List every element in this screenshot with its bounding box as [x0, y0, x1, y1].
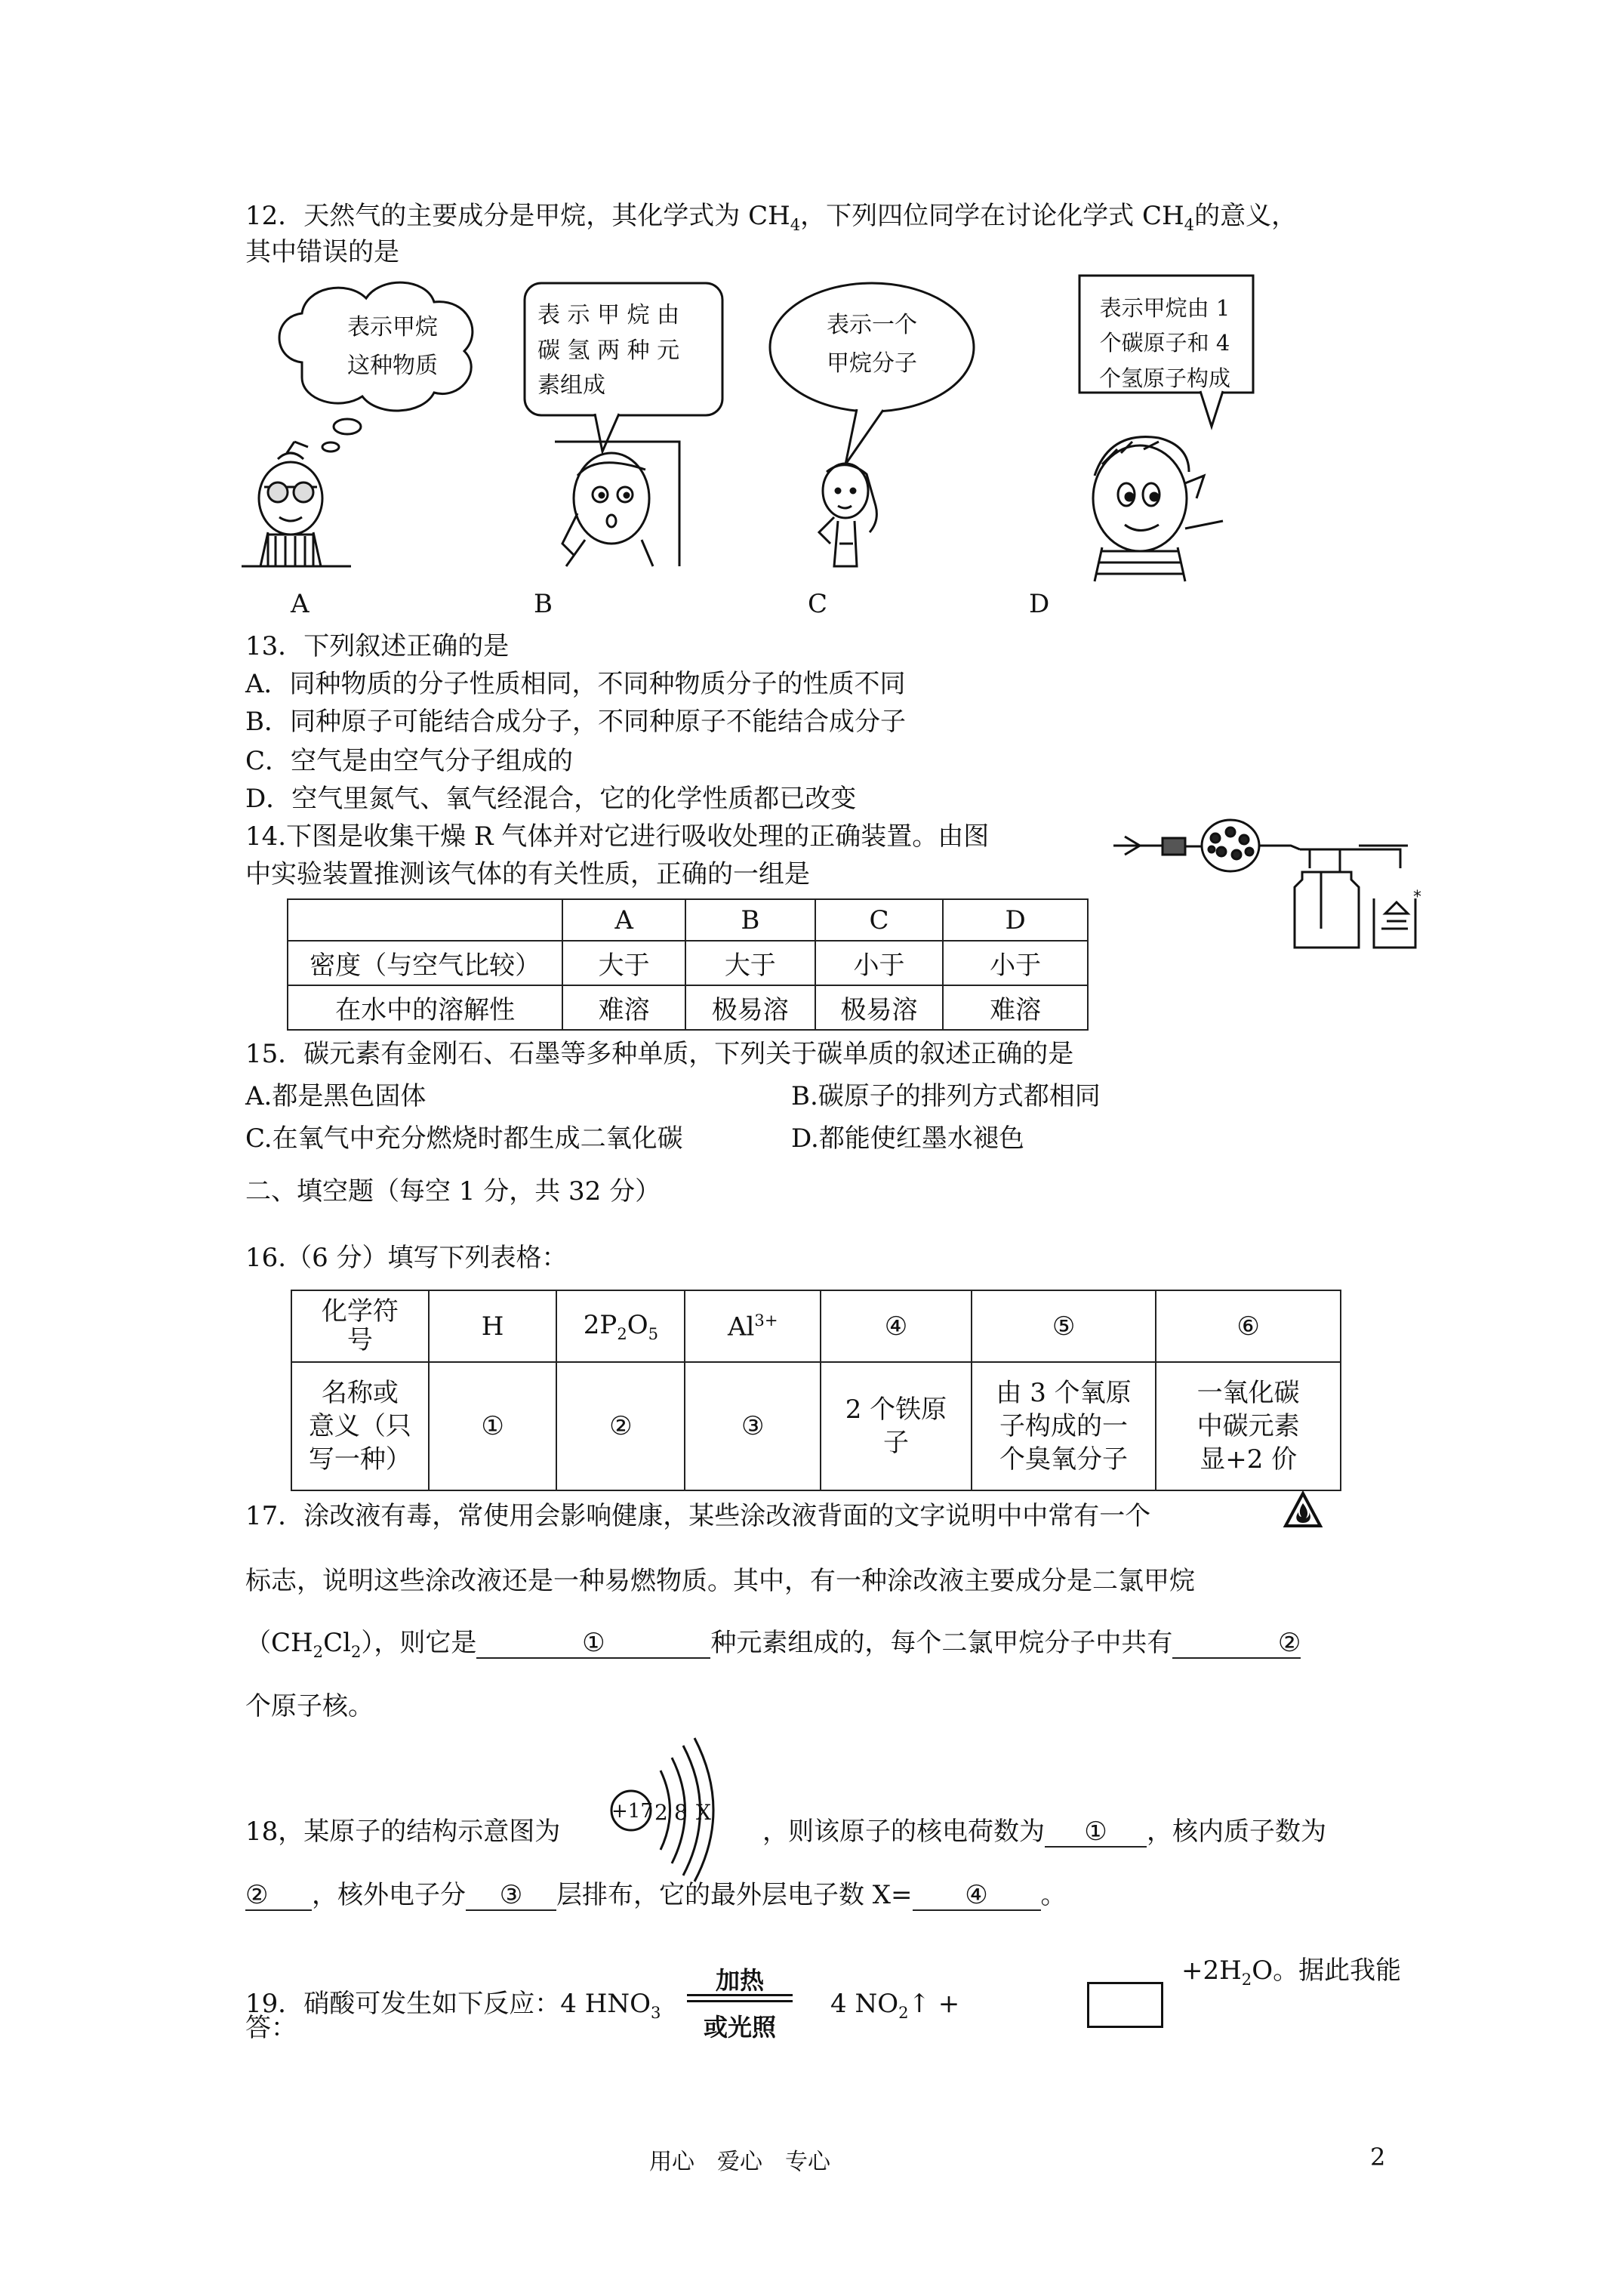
q14-cell: 难溶 [562, 985, 685, 1030]
q16-table [291, 1290, 1341, 1491]
q16-cell-co: 一氧化碳 中碳元素 显+2 价 [1156, 1362, 1341, 1490]
q14-row-solubility-label: 在水中的溶解性 [288, 985, 562, 1030]
bubble-a-text: 表示甲烷 这种物质 [347, 314, 438, 379]
q15-option-d[interactable]: D.都能使红墨水褪色 [791, 1123, 1024, 1154]
q14-col-a: A [562, 899, 685, 941]
q15-option-b[interactable]: B.碳原子的排列方式都相同 [791, 1081, 1101, 1111]
q14-col-c: C [815, 899, 944, 941]
q19-line2: 答： [245, 2013, 297, 2043]
kid-d-figure [1093, 437, 1223, 581]
q14-cell: 难溶 [943, 985, 1088, 1030]
q19-answer-box[interactable] [1087, 1982, 1163, 2028]
q14-cell: 极易溶 [685, 985, 815, 1030]
shell-3-electrons: X [696, 1800, 711, 1825]
nucleus-charge: +17 [611, 1800, 653, 1823]
q12-line2: 其中错误的是 [245, 237, 399, 267]
q14-table-corner [288, 899, 562, 941]
q12-option-b[interactable]: B [534, 589, 553, 619]
q18-blank-3[interactable]: ③ [466, 1881, 556, 1911]
q18-blank-1[interactable]: ① [1045, 1818, 1147, 1848]
q12-line1: 12．天然气的主要成分是甲烷，其化学式为 $CH_4$，下列四位同学在讨论化学式 $CH_4$的意义， [245, 201, 1298, 234]
kid-a-figure [242, 442, 351, 566]
page-number: 2 [1370, 2143, 1386, 2171]
q15-option-c[interactable]: C.在氧气中充分燃烧时都生成二氧化碳 [245, 1123, 683, 1154]
q16-header-6: ⑥ [1156, 1290, 1341, 1362]
q14-line2: 中实验装置推测该气体的有关性质，正确的一组是 [245, 859, 810, 889]
bubble-b-text: 表 示 甲 烷 由 碳 氢 两 种 元 素组成 [537, 302, 680, 399]
q14-apparatus-diagram [1110, 815, 1419, 959]
q14-line1: 14.下图是收集干燥 R 气体并对它进行吸收处理的正确装置。由图 [245, 821, 990, 852]
q18-blank-4[interactable]: ④ [913, 1881, 1041, 1911]
q19-line1-pre: 19．硝酸可发生如下反应：4 $HNO_3$ [245, 1989, 661, 2022]
q12-option-d[interactable]: D [1029, 589, 1050, 619]
svg-text:*: * [1413, 888, 1421, 907]
q14-table [287, 898, 1089, 1031]
q13-option-a[interactable]: A．同种物质的分子性质相同，不同种物质分子的性质不同 [245, 669, 906, 699]
q16-header-al3: $Al^{3+}$ [685, 1290, 821, 1362]
q19-product-no2: 4 $NO_2↑$ + [830, 1989, 960, 2022]
q16-cell-ozone: 由 3 个氧原 子构成的一 个臭氧分子 [972, 1362, 1156, 1490]
q16-blank-1[interactable]: ① [429, 1362, 557, 1490]
q14-row-density-label: 密度（与空气比较） [288, 941, 562, 985]
q16-header-2p2o5: $2P_2O_5$ [556, 1290, 685, 1362]
q16-header-label: 化学符 号 [291, 1290, 429, 1362]
q16-header-h: H [429, 1290, 557, 1362]
shell-1-electrons: 2 [654, 1800, 668, 1825]
q16-row-label: 名称或 意义（只 写一种） [291, 1362, 429, 1490]
kid-c-figure [819, 464, 876, 566]
reaction-arrow-line-1 [687, 1994, 793, 1996]
q16-cell-iron: 2 个铁原 子 [821, 1362, 972, 1490]
q18-line1-rest: ，则该原子的核电荷数为 ① ，核内质子数为 [762, 1817, 1326, 1847]
q16-header-4: ④ [821, 1290, 972, 1362]
q14-cell: 大于 [562, 941, 685, 985]
q12-option-c[interactable]: C [808, 589, 828, 619]
q14-col-d: D [943, 899, 1088, 941]
q15-option-a[interactable]: A.都是黑色固体 [245, 1081, 427, 1111]
q15-stem: 15．碳元素有金刚石、石墨等多种单质，下列关于碳单质的叙述正确的是 [245, 1039, 1074, 1069]
flammable-warning-icon [1283, 1491, 1323, 1529]
bubble-c-text: 表示一个 甲烷分子 [827, 312, 917, 377]
q18-blank-2[interactable]: ② [245, 1881, 312, 1911]
q17-line3: $(CH_2Cl_2)$，则它是 ① 种元素组成的，每个二氯甲烷分子中共有 ② [245, 1628, 1301, 1661]
q14-cell: 小于 [943, 941, 1088, 985]
q18-line2: ② ，核外电子分 ③ 层排布，它的最外层电子数 X= ④ 。 [245, 1880, 1067, 1910]
q19-line1-post: $+2H_2O$。据此我能 [1181, 1955, 1402, 1989]
q17-line2: 标志，说明这些涂改液还是一种易燃物质。其中，有一种涂改液主要成分是二氯甲烷 [245, 1566, 1195, 1596]
section-2-heading: 二、填空题（每空 1 分，共 32 分） [245, 1176, 661, 1207]
q12-option-a[interactable]: A [291, 589, 310, 619]
q17-line4: 个原子核。 [245, 1691, 374, 1721]
shell-2-electrons: 8 [674, 1800, 688, 1825]
bubble-d-text: 表示甲烷由 1 个碳原子和 4 个氢原子构成 [1098, 295, 1230, 391]
q13-option-d[interactable]: D．空气里氮气、氧气经混合，它的化学性质都已改变 [245, 784, 857, 814]
q14-cell: 极易溶 [815, 985, 944, 1030]
q16-blank-2[interactable]: ② [556, 1362, 685, 1490]
q13-stem: 13．下列叙述正确的是 [245, 631, 510, 661]
reaction-condition-bottom: 或光照 [703, 2013, 776, 2042]
kid-b-figure [555, 442, 679, 566]
q14-cell: 大于 [685, 941, 815, 985]
reaction-condition-top: 加热 [715, 1966, 764, 1995]
q18-line1-pre: 18，某原子的结构示意图为 [245, 1817, 561, 1847]
q16-header-5: ⑤ [972, 1290, 1156, 1362]
q17-line1: 17．涂改液有毒，常使用会影响健康，某些涂改液背面的文字说明中中常有一个 [245, 1501, 1151, 1531]
reaction-arrow-line-2 [687, 2000, 793, 2002]
footer-text: 用心 爱心 专心 [649, 2149, 830, 2175]
q16-blank-3[interactable]: ③ [685, 1362, 821, 1490]
q17-blank-2[interactable]: ② [1172, 1629, 1301, 1659]
q17-blank-1[interactable]: ① [476, 1629, 710, 1659]
q13-option-c[interactable]: C．空气是由空气分子组成的 [245, 746, 574, 776]
q13-option-b[interactable]: B．同种原子可能结合成分子，不同种原子不能结合成分子 [245, 707, 906, 737]
q14-cell: 小于 [815, 941, 944, 985]
q14-col-b: B [685, 899, 815, 941]
q16-stem: 16.（6 分）填写下列表格： [245, 1243, 568, 1273]
